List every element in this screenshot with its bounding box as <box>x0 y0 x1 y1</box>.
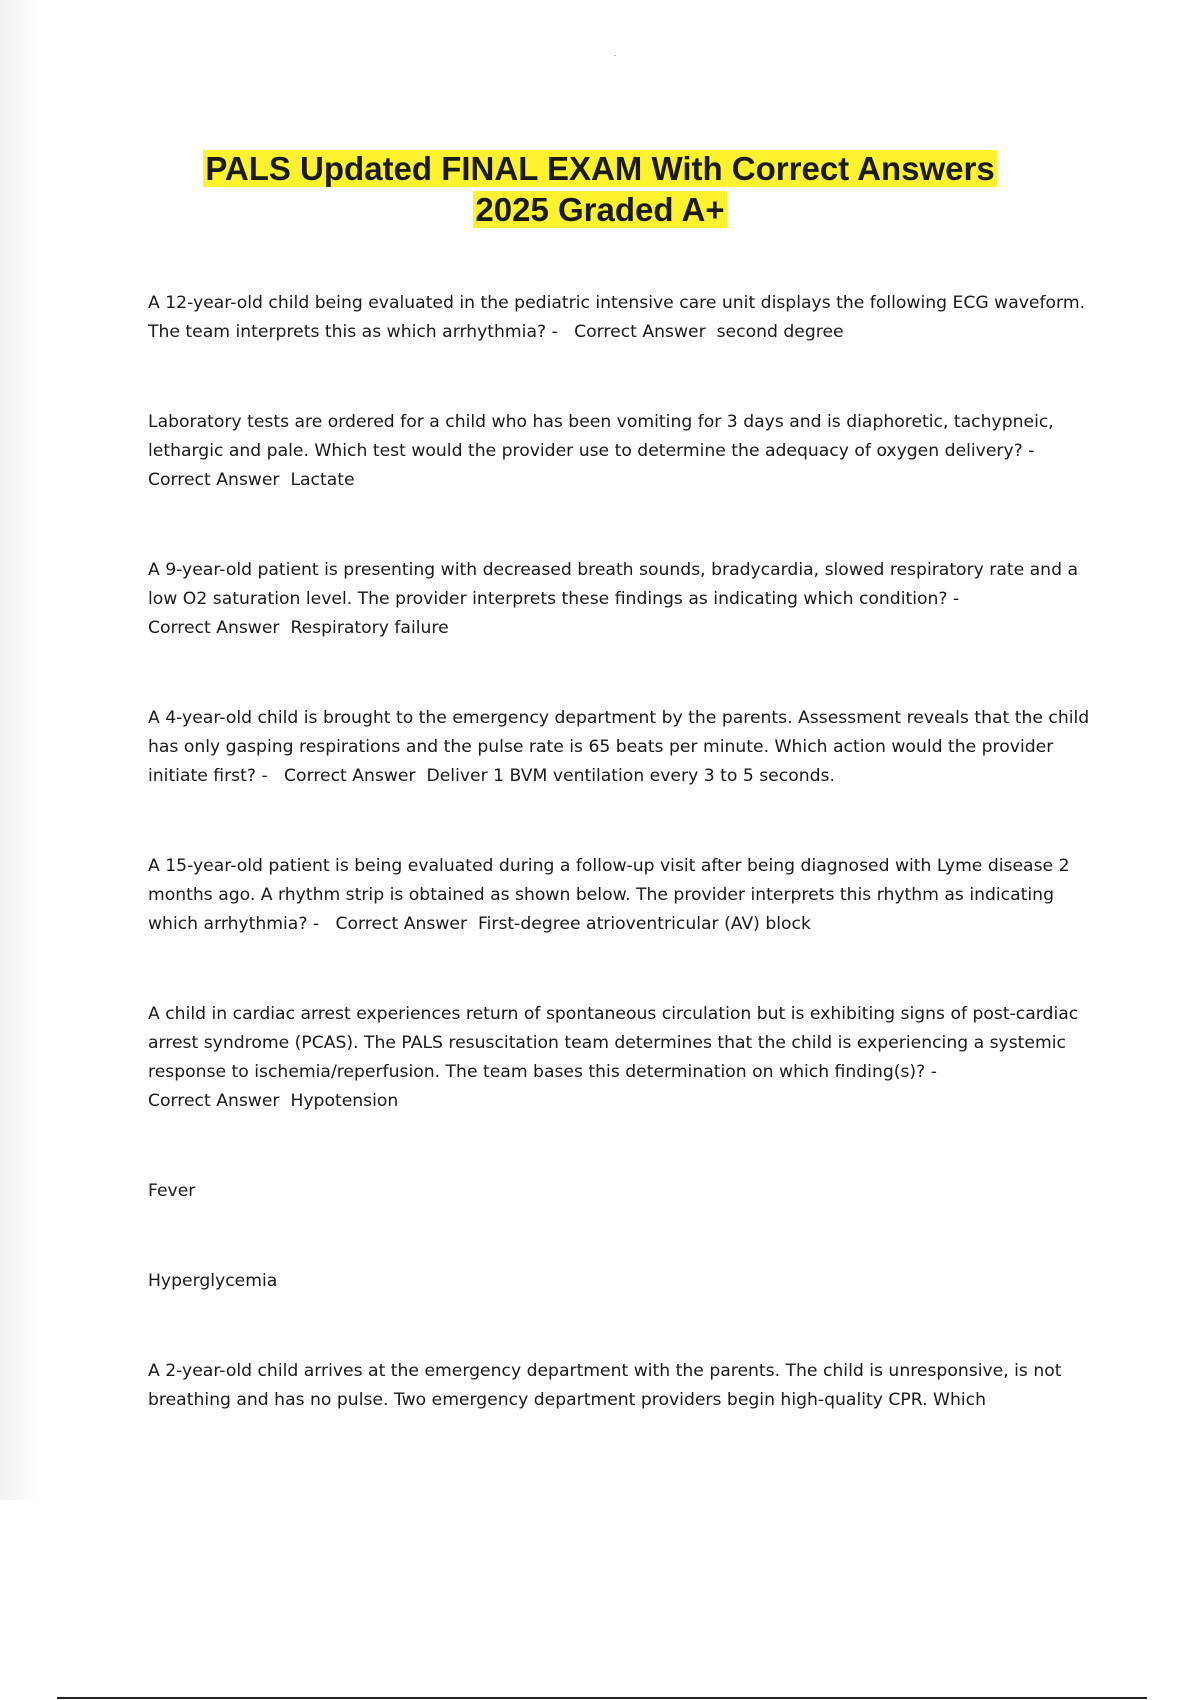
document-body <box>148 289 1098 1415</box>
answer-text: Deliver 1 BVM ventilation every 3 to 5 seconds. <box>426 766 835 786</box>
answer-text: First-degree atrioventricular (AV) block <box>477 914 811 934</box>
answer-label: Correct Answer <box>148 470 280 490</box>
qa-item-2 <box>148 408 1098 495</box>
scan-speck <box>614 55 616 56</box>
answer-label: Correct Answer <box>574 322 706 342</box>
qa-item-4 <box>148 704 1098 791</box>
answer-label: Correct Answer <box>284 766 416 786</box>
question-text: A 9-year-old patient is presenting with decreased breath sounds, bradycardia, slowed respiratory rate and a low O2 saturation level. The provider interprets these findings as indicating which condition? - <box>148 560 1078 609</box>
finding-item: Hyperglycemia <box>148 1271 278 1291</box>
document-title <box>0 148 1200 230</box>
finding-item: Fever <box>148 1181 196 1201</box>
question-text: A 12-year-old child being evaluated in the pediatric intensive care unit displays the following ECG waveform. The team interprets this as which arrhythmia? - <box>148 293 1086 342</box>
question-text: A 4-year-old child is brought to the emergency department by the parents. Assessment reveals that the child has only gasping respirations and the pulse rate is 65 beats per minute. Which action would the provider initiate first? - <box>148 708 1090 786</box>
qa-item-7 <box>148 1357 1098 1415</box>
qa-item-1 <box>148 289 1098 347</box>
answer-text: Lactate <box>290 470 355 490</box>
bottom-rule <box>57 1697 1147 1699</box>
answer-text: Respiratory failure <box>290 618 449 638</box>
qa-item-5 <box>148 852 1098 939</box>
title-line-2: 2025 Graded A+ <box>475 191 725 228</box>
title-line-1: PALS Updated FINAL EXAM With Correct Answers <box>205 150 995 187</box>
question-text: A 15-year-old patient is being evaluated during a follow-up visit after being diagnosed with Lyme disease 2 months ago. A rhythm strip is obtained as shown below. The provider interprets this rhythm as indicating which arrhythmia? - <box>148 856 1070 934</box>
question-text: A 2-year-old child arrives at the emergency department with the parents. The child is unresponsive, is not breathing and has no pulse. Two emergency department providers begin high-quality CPR. Which <box>148 1361 1062 1410</box>
question-text: A child in cardiac arrest experiences return of spontaneous circulation but is exhibiting signs of post-cardiac arrest syndrome (PCAS). The PALS resuscitation team determines that the child is experiencing a systemic response to ischemia/reperfusion. The team bases this determination on which finding(s)? - <box>148 1004 1079 1082</box>
answer-text: Hypotension <box>290 1091 399 1111</box>
qa-item-6 <box>148 1000 1098 1116</box>
answer-text: second degree <box>716 322 844 342</box>
answer-label: Correct Answer <box>148 618 280 638</box>
answer-label: Correct Answer <box>335 914 468 934</box>
qa-item-3 <box>148 556 1098 643</box>
question-text: Laboratory tests are ordered for a child who has been vomiting for 3 days and is diaphoretic, tachypneic, lethargic and pale. Which test would the provider use to determine the adequacy of oxygen delivery? - <box>148 412 1054 461</box>
answer-label: Correct Answer <box>148 1091 280 1111</box>
